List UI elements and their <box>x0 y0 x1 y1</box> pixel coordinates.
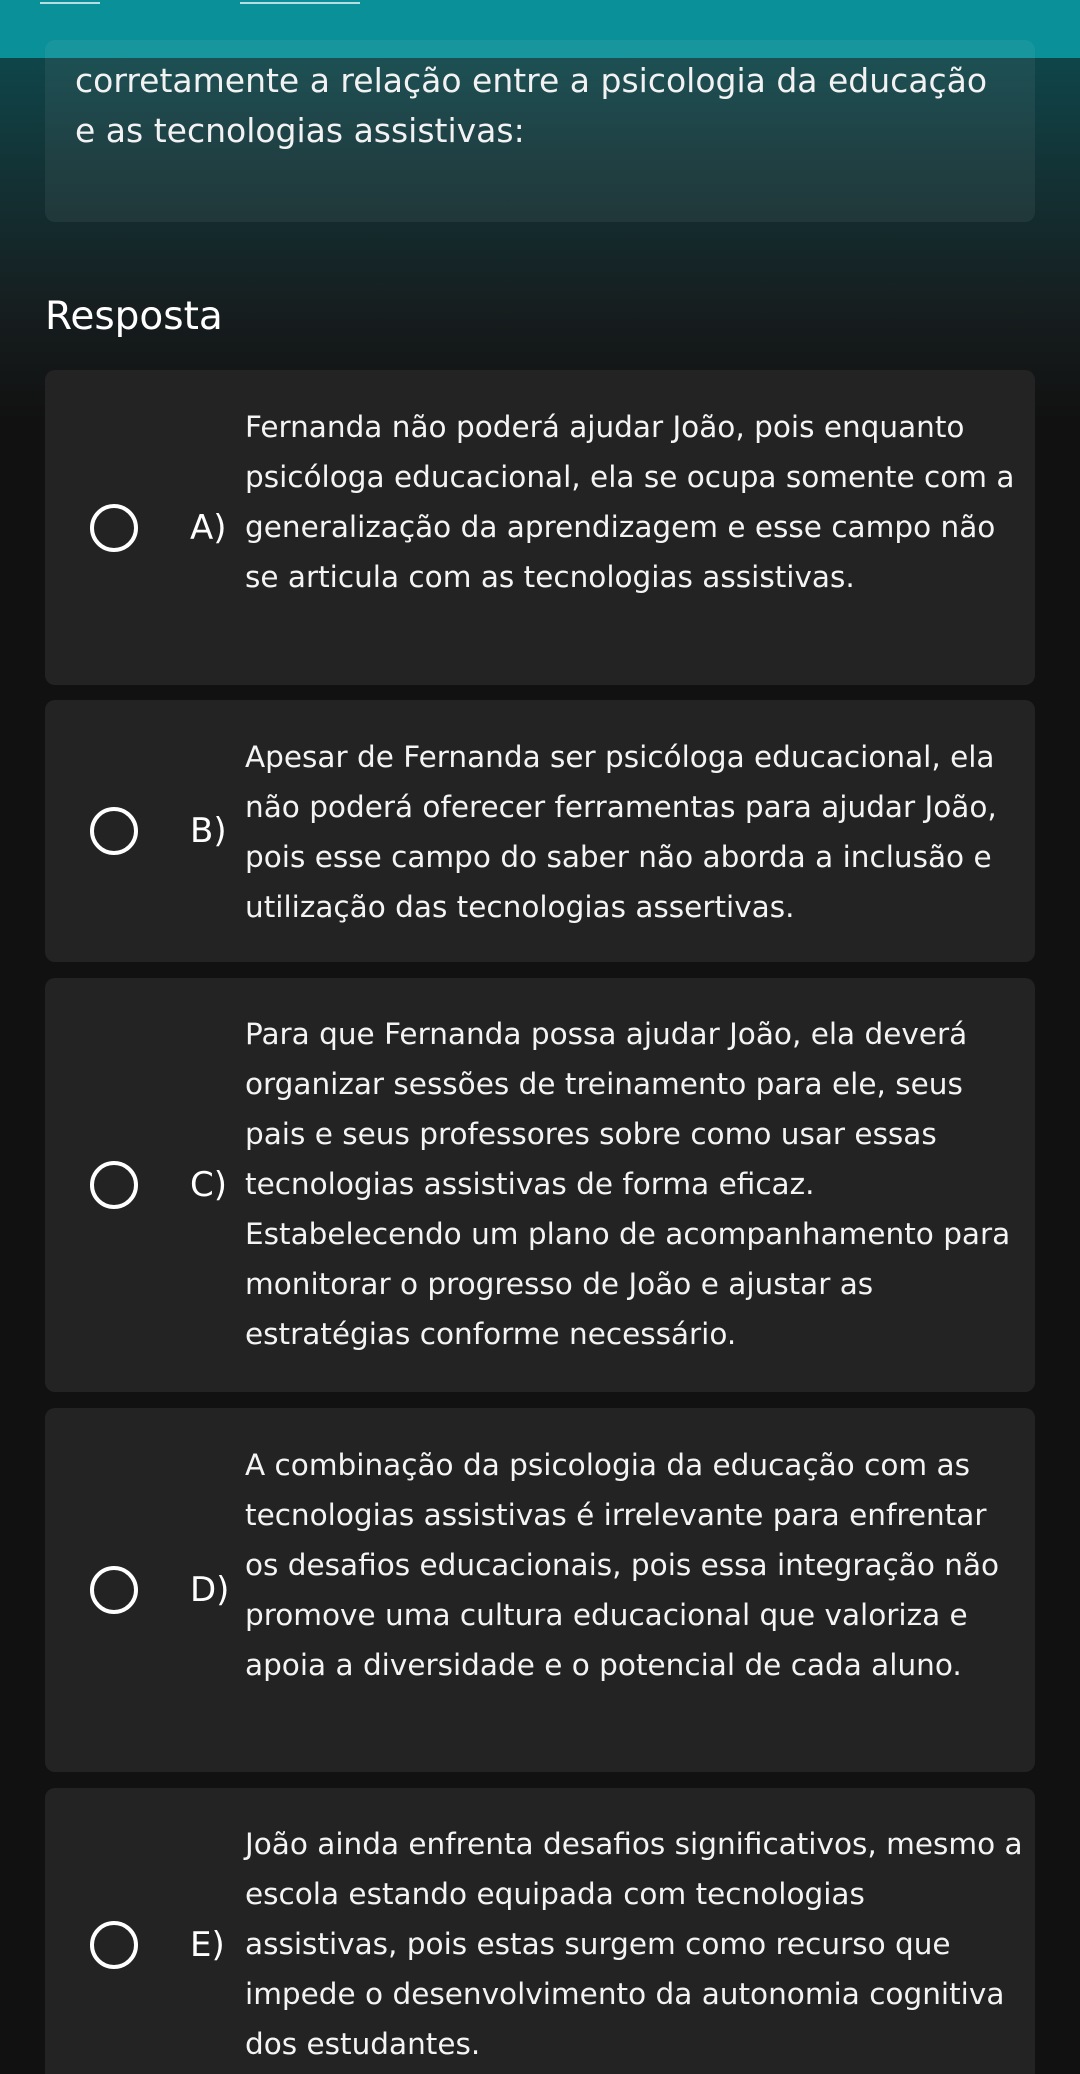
radio-button-d[interactable] <box>90 1566 138 1614</box>
option-text: Fernanda não poderá ajudar João, pois enquanto psicóloga educacional, ela se ocupa somente com a generalização da aprendizagem e esse campo não se articula com as tecnologias assistivas. <box>245 410 1015 594</box>
header-partial-mark <box>40 0 100 4</box>
option-a[interactable] <box>45 370 1035 685</box>
option-d[interactable] <box>45 1408 1035 1772</box>
option-c[interactable] <box>45 978 1035 1392</box>
option-text: Apesar de Fernanda ser psicóloga educacional, ela não poderá oferecer ferramentas para ajudar João, pois esse campo do saber não aborda a inclusão e utilização das tecnologias assertivas. <box>245 740 997 924</box>
answer-heading: Resposta <box>45 294 223 339</box>
option-letter: D) <box>190 1570 230 1610</box>
radio-button-b[interactable] <box>90 807 138 855</box>
question-card <box>45 40 1035 222</box>
radio-button-c[interactable] <box>90 1161 138 1209</box>
option-letter: B) <box>190 811 227 851</box>
radio-button-e[interactable] <box>90 1921 138 1969</box>
option-letter: E) <box>190 1925 225 1965</box>
question-text: corretamente a relação entre a psicologia da educação e as tecnologias assistivas: <box>75 61 988 150</box>
option-e[interactable] <box>45 1788 1035 2074</box>
radio-button-a[interactable] <box>90 504 138 552</box>
option-text: João ainda enfrenta desafios significativos, mesmo a escola estando equipada com tecnologias assistivas, pois estas surgem como recurso que impede o desenvolvimento da autonomia cognitiva dos estudantes. <box>245 1827 1023 2061</box>
header-partial-mark <box>240 0 360 4</box>
option-letter: A) <box>190 508 227 548</box>
option-text: Para que Fernanda possa ajudar João, ela deverá organizar sessões de treinamento para ele, seus pais e seus professores sobre como usar essas tecnologias assistivas de forma eficaz. Estabelecendo um plano de acompanhamento para monitorar o progresso de João e ajustar as estratégias conforme necessário. <box>245 1017 1011 1351</box>
option-text: A combinação da psicologia da educação com as tecnologias assistivas é irrelevante para enfrentar os desafios educacionais, pois essa integração não promove uma cultura educacional que valoriza e apoia a diversidade e o potencial de cada aluno. <box>245 1448 1000 1682</box>
option-b[interactable] <box>45 700 1035 962</box>
option-letter: C) <box>190 1165 228 1205</box>
